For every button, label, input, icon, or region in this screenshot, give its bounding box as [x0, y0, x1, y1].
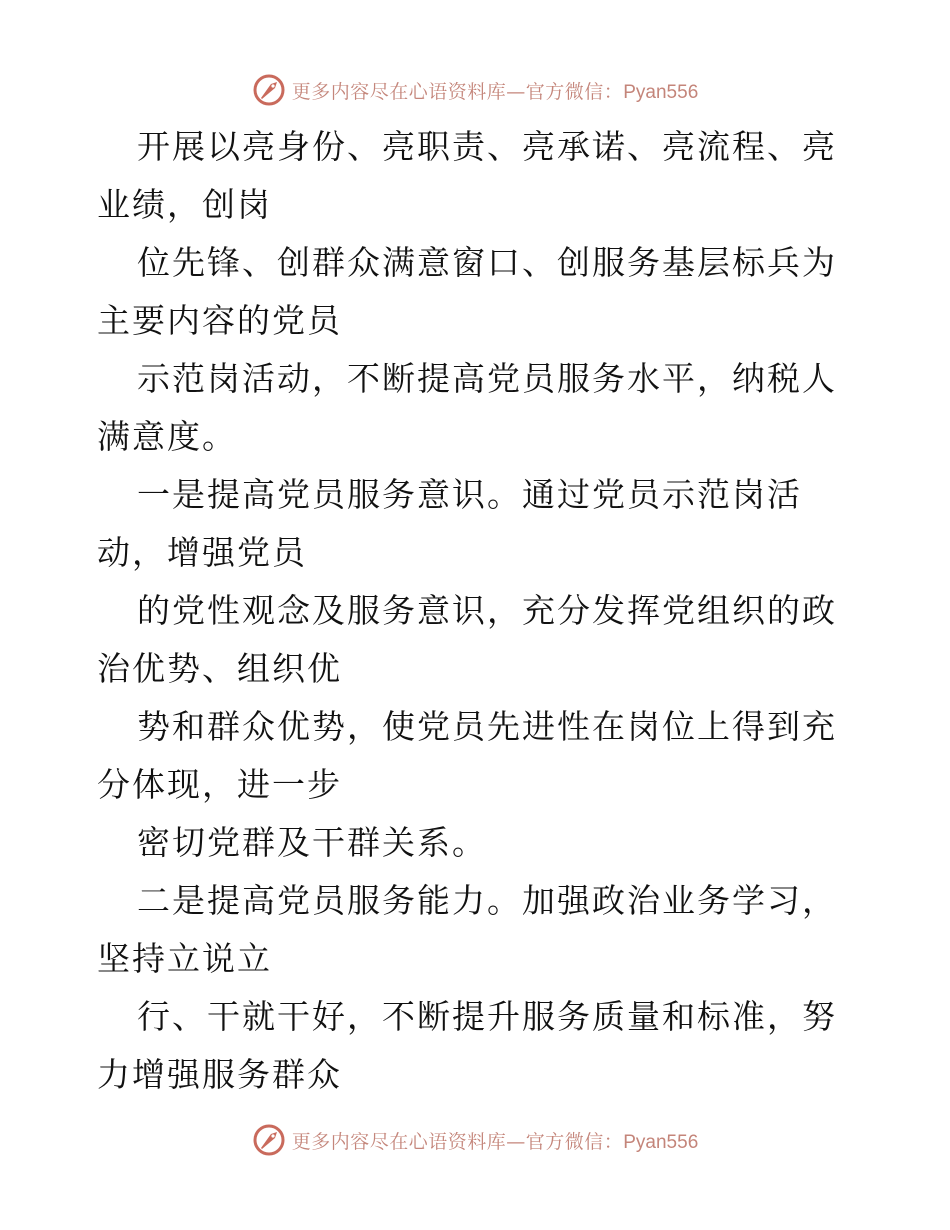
paragraph: 位先锋、创群众满意窗口、创服务基层标兵为主要内容的党员: [97, 243, 837, 340]
watermark-account: Pyan556: [623, 81, 699, 103]
watermark-account: Pyan556: [623, 1131, 699, 1153]
header-watermark: [0, 70, 950, 110]
paragraph: 开展以亮身份、亮职责、亮承诺、亮流程、亮业绩，创岗: [97, 127, 837, 224]
paragraph: 密切党群及干群关系。: [137, 823, 487, 862]
pen-nib-logo-icon: [252, 1123, 286, 1157]
paragraph: 势和群众优势，使党员先进性在岗位上得到充分体现，进一步: [97, 707, 837, 804]
watermark-text: 更多内容尽在心语资料库—官方微信：: [291, 80, 624, 103]
paragraph: 二是提高党员服务能力。加强政治业务学习，坚持立说立: [97, 881, 837, 978]
paragraph: 示范岗活动，不断提高党员服务水平，纳税人满意度。: [97, 359, 837, 456]
document-body: [97, 118, 857, 1104]
footer-watermark: [0, 1120, 950, 1160]
pen-nib-logo-icon: [252, 73, 286, 107]
paragraph: 一是提高党员服务意识。通过党员示范岗活动，增强党员: [97, 475, 802, 572]
watermark-text: 更多内容尽在心语资料库—官方微信：: [291, 1130, 624, 1153]
paragraph: 行、干就干好，不断提升服务质量和标准，努力增强服务群众: [97, 997, 837, 1094]
paragraph: 的党性观念及服务意识，充分发挥党组织的政治优势、组织优: [97, 591, 837, 688]
